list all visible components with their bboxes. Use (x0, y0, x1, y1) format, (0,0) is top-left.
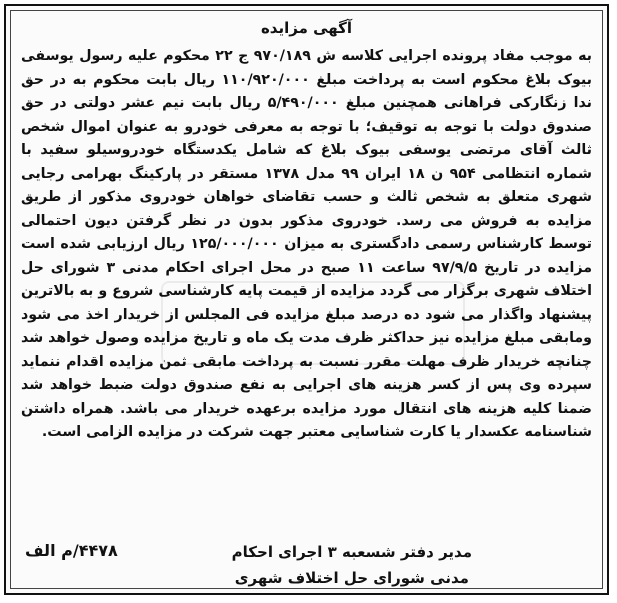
signature-line-2: مدنی شورای حل اختلاف شهری (234, 569, 469, 587)
notice-body: به موجب مفاد پرونده اجرایی کلاسه ش ۹۷۰/۱۸۹ ج ۲۲ محکوم علیه رسول یوسفی بیوک بلاغ محکوم است به پرداخت مبلغ ۱۱۰/۹۲۰/۰۰۰ ریال بابت محکوم به در حق ندا زنگارکی فراهانی همچنین مبلغ ۵/۴۹۰/۰۰۰ ریال بابت نیم عشر دولتی در حق صندوق دولت با توجه به توقیف؛ با توجه به معرفی خودرو به عنوان اموال شخص ثالث آقای مرتضی یوسفی بیوک بلاغ که شامل یکدستگاه خودروسیلو سفید با شماره انتظامی ۹۵۴ ن ۱۸ ایران ۹۹ مدل ۱۳۷۸ مستقر در پارکینگ بهرامی رجایی شهری متعلق به شخص ثالث و حسب تقاضای خواهان خودروی مذکور از طریق مزایده به فروش می رسد. خودروی مذکور بدون در نظر گرفتن دیون احتمالی توسط کارشناس رسمی دادگستری به میزان ۱۲۵/۰۰۰/۰۰۰ ریال ارزیابی شده است مزایده در تاریخ ۹۷/۹/۵ ساعت ۱۱ صبح در محل اجرای احکام مدنی ۳ شورای حل اختلاف شهری برگزار می گردد مزایده از قیمت پایه کارشناسی شروع و به بالاترین پیشنهاد واگذار می شود ده درصد مبلغ مزایده فی المجلس از خریدار اخذ می شود ومابقی مبلغ مزایده نیز حداکثر ظرف مدت یک ماه و تاریخ مزایده وصول خواهد شد چنانچه خریدار ظرف مهلت مقرر نسبت به پرداخت مابقی ثمن مزایده اقدام ننماید سپرده وی پس از کسر هزینه های اجرایی به نفع صندوق دولت ضبط خواهد شد ضمنا کلیه هزینه های انتقال مورد مزایده برعهده خریدار می باشد. همراه داشتن شناسنامه عکسدار یا کارت شناسایی معتبر جهت شرکت در مزایده الزامی است. (21, 48, 593, 440)
notice-frame (4, 4, 609, 595)
reference-number: ۴۴۷۸/م الف (25, 541, 118, 560)
notice-inner-border (10, 10, 603, 589)
signature-line-1: مدیر دفتر شسعبه ۳ اجرای احکام (231, 543, 472, 561)
signature-block (232, 539, 472, 591)
notice-title: آگهی مزایده (260, 19, 353, 37)
